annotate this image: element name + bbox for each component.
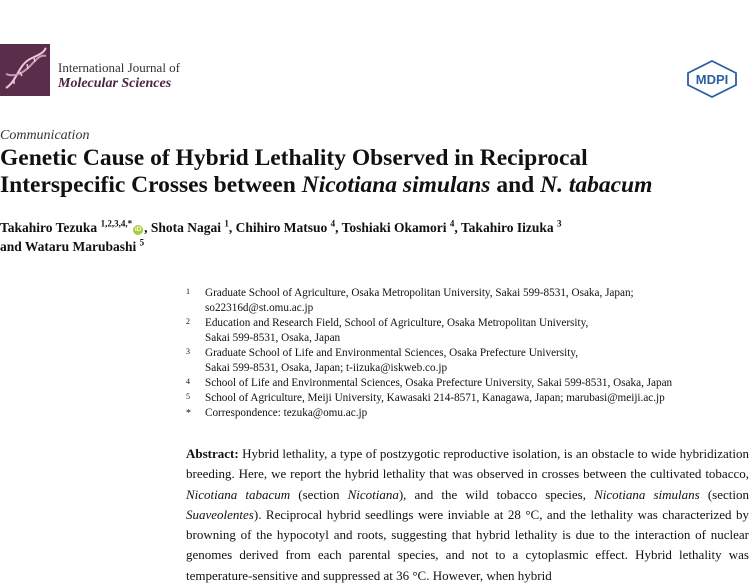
mdpi-logo xyxy=(686,60,738,98)
affiliation-number: 3 xyxy=(186,347,190,356)
affiliation-number: 2 xyxy=(186,317,190,326)
author-affiliation-sup: 4 xyxy=(330,218,336,229)
journal-logo xyxy=(0,44,50,96)
affiliation-email[interactable]: Sakai 599-8531, Osaka, Japan; t-iizuka@iskweb.co.jp xyxy=(205,362,448,374)
dna-helix-icon xyxy=(0,44,50,96)
correspondence xyxy=(186,406,746,421)
author-name[interactable]: Takahiro Iizuka xyxy=(460,220,554,235)
affiliation-number: 1 xyxy=(186,287,190,296)
mdpi-logo-text: MDPI xyxy=(695,72,729,87)
affiliation-item: 1 Graduate School of Agriculture, Osaka Metropolitan University, Sakai 599-8531, Osaka, Japan; so22316d@st.omu.ac.jp xyxy=(186,286,746,316)
author-name[interactable]: Toshiaki Okamori xyxy=(341,220,447,235)
affiliation-item: 2 Education and Research Field, School of Agriculture, Osaka Metropolitan University, Sakai 599-8531, Osaka, Japan xyxy=(186,316,746,346)
author-name[interactable]: Shota Nagai xyxy=(150,220,221,235)
title-line-2: Interspecific Crosses between Nicotiana simulans and N. tabacum xyxy=(0,172,653,198)
author-name[interactable]: Chihiro Matsuo xyxy=(235,220,328,235)
title-line-1: Genetic Cause of Hybrid Lethality Observed in Reciprocal xyxy=(0,145,588,171)
article-type: Communication xyxy=(0,128,90,143)
author-line-1: Takahiro Tezuka $^{1,2,3,4,*}$iD , Shota Nagai $^1$, Chihiro Matsuo $^4$, Toshiaki Okamori $^4$, Takahiro Iizuka $^3$ xyxy=(0,218,562,235)
affiliation-number: 5 xyxy=(186,392,190,401)
author-affiliation-sup: 4 xyxy=(449,218,455,229)
orcid-icon[interactable]: iD xyxy=(134,226,142,233)
abstract: Abstract: Hybrid lethality, a type of postzygotic reproductive isolation, is an obstacle to wide hybridization breeding. Here, we report the hybrid lethality that was observed in crosses between the cultivated tobacco, Nicotiana tabacum (section Nicotiana), and the wild tobacco species, Nicotiana simulans (section Suaveolentes). Reciprocal hybrid seedlings were inviable at 28 °C, and the lethality was characterized by browning of the hypocotyl and roots, suggesting that hybrid lethality is due to the interaction of nuclear genomes derived from each parental species, and not to a cytoplasmic effect. Hybrid lethality was temperature-sensitive and suppressed at 36 °C. However, when hybrid xyxy=(186,446,749,583)
affiliation-number: 4 xyxy=(186,377,190,386)
author-affiliation-sup: 1 xyxy=(224,218,229,229)
journal-name-line1: International Journal of xyxy=(58,60,181,75)
author-line-2 xyxy=(0,237,749,256)
affiliations xyxy=(186,286,746,421)
correspondence-marker: * xyxy=(186,408,191,419)
journal-name xyxy=(58,60,180,92)
author-list xyxy=(0,218,749,256)
correspondence-email[interactable]: Correspondence: tezuka@omu.ac.jp xyxy=(205,407,368,419)
article-title xyxy=(0,145,749,199)
author-affiliation-sup: 5 xyxy=(139,237,145,248)
author-name[interactable]: and Wataru Marubashi xyxy=(0,239,137,254)
affiliation-item: 4 School of Life and Environmental Sciences, Osaka Prefecture University, Sakai 599-8531, Osaka, Japan xyxy=(186,376,746,391)
author-name[interactable]: Takahiro Tezuka xyxy=(0,220,98,235)
abstract-label: Abstract: xyxy=(186,446,239,461)
journal-name-line2: Molecular Sciences xyxy=(58,76,172,91)
affiliation-email[interactable]: so22316d@st.omu.ac.jp xyxy=(205,302,314,314)
author-affiliation-sup: 3 xyxy=(556,218,562,229)
affiliation-item: 3 Graduate School of Life and Environmental Sciences, Osaka Prefecture University, Sakai 599-8531, Osaka, Japan; t-iizuka@iskweb.co.jp xyxy=(186,346,746,376)
affiliation-item xyxy=(186,391,746,406)
author-affiliation-sup: 1,2,3,4,* xyxy=(100,218,133,229)
affiliation-email[interactable]: School of Agriculture, Meiji University, Kawasaki 214-8571, Kanagawa, Japan; marubasi@meiji.ac.jp xyxy=(205,392,665,404)
